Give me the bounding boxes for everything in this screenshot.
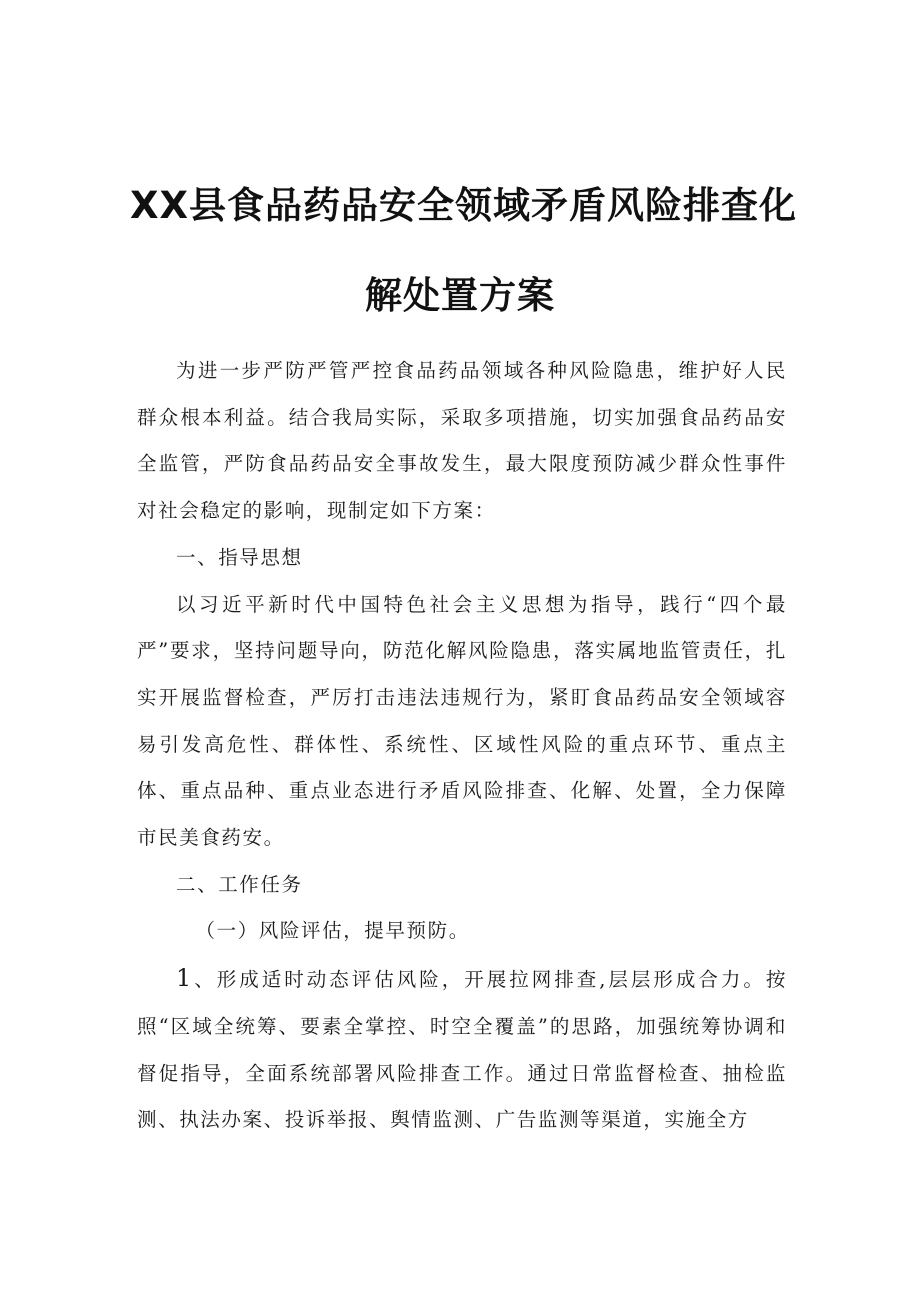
section-heading-work-tasks: 二、工作任务 xyxy=(176,872,303,896)
item-1-number: 1 xyxy=(176,964,193,993)
item-1-paragraph xyxy=(137,955,787,1144)
document-title-line-2: 解处置方案 xyxy=(365,274,555,317)
intro-paragraph: 为进一步严防严管严控食品药品领域各种风险隐患，维护好人民群众根本利益。结合我局实际，采取多项措施，切实加强食品药品安全监管，严防食品药品安全事故发生，最大限度预防减少群众性事件对社会稳定的影响，现制定如下方案： xyxy=(137,359,787,523)
document-title-line-1: XX县食品药品安全领域矛盾风险排查化 xyxy=(130,184,798,227)
item-1-text: 、形成适时动态评估风险，开展拉网排查,层层形成合力。按照“区域全统筹、要素全掌控、时空全覆盖”的思路，加强统筹协调和督促指导，全面系统部署风险排查工作。通过日常监督检查、抽检监测、执法办案、投诉举报、舆情监测、广告监测等渠道，实施全方 xyxy=(137,968,787,1132)
subsection-heading-risk-assessment: （一）风险评估，提早预防。 xyxy=(195,919,470,943)
document-body xyxy=(137,348,787,1144)
section-heading-guiding-ideology: 一、指导思想 xyxy=(176,545,303,569)
guiding-ideology-paragraph: 以习近平新时代中国特色社会主义思想为指导，践行“四个最严”要求，坚持问题导向，防范化解风险隐患，落实属地监管责任，扎实开展监督检查，严厉打击违法违规行为，紧盯食品药品安全领域容易引发高危性、群体性、系统性、区域性风险的重点环节、重点主体、重点品种、重点业态进行矛盾风险排查、化解、处置，全力保障市民美食药安。 xyxy=(137,592,787,850)
